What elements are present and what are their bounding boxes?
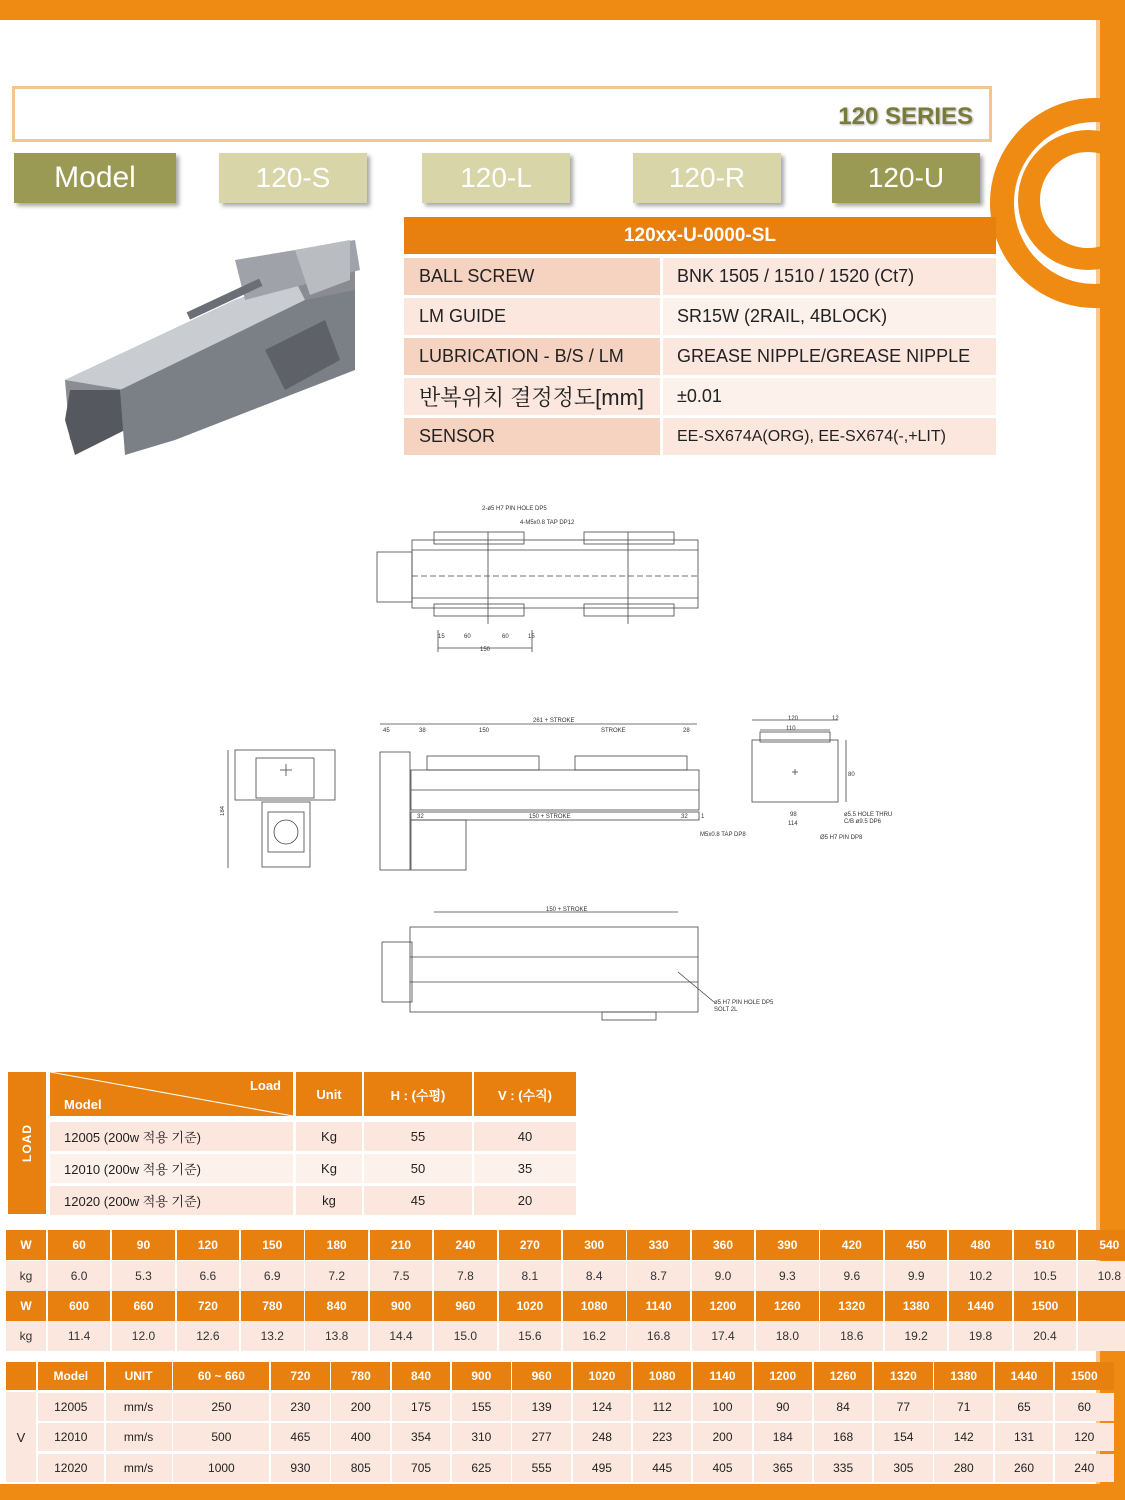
speed-row (6, 1423, 1115, 1451)
speed-cell: 310 (452, 1423, 511, 1451)
drawing-bottom-view (378, 902, 798, 1027)
pin-hole-note: 2-ø5 H7 PIN HOLE DP5 (482, 506, 547, 512)
load-row-unit: Kg (296, 1154, 362, 1183)
tab-model-label: Model (14, 153, 176, 203)
corner-load-label: Load (249, 1078, 281, 1093)
spec-row-ball-screw (404, 258, 996, 295)
speed-cell: 240 (1055, 1454, 1114, 1482)
weight-cell: 1440 (949, 1291, 1012, 1321)
speed-cell: 500 (173, 1423, 269, 1451)
weight-cell: 390 (756, 1230, 819, 1260)
frame-bottom (0, 1484, 1125, 1500)
speed-cell: 112 (633, 1393, 692, 1421)
speed-cell: 1020 (573, 1362, 632, 1390)
weight-cell: 1200 (692, 1291, 755, 1321)
speed-cell: 200 (693, 1423, 752, 1451)
speed-cell: 139 (512, 1393, 571, 1421)
weight-cell: 6.9 (241, 1261, 304, 1291)
speed-row-spacer (6, 1362, 36, 1390)
weight-cell: 12.0 (112, 1321, 175, 1351)
spec-table-header: 120xx-U-0000-SL (404, 217, 996, 254)
svg-text:150: 150 (479, 728, 490, 734)
load-row-h: 45 (364, 1186, 472, 1215)
weight-cell: 19.8 (949, 1321, 1012, 1351)
drawing-end-view (740, 712, 905, 847)
weight-cell: 16.8 (627, 1321, 690, 1351)
svg-text:15: 15 (528, 634, 535, 640)
speed-cell: 120 (1055, 1423, 1114, 1451)
spec-value: GREASE NIPPLE/GREASE NIPPLE (663, 338, 996, 375)
tap-note: 4-M5x0.8 TAP DP12 (520, 520, 575, 526)
speed-cell: 77 (874, 1393, 933, 1421)
speed-cell: 625 (452, 1454, 511, 1482)
speed-cell: 60 (1055, 1393, 1114, 1421)
speed-cell: 495 (573, 1454, 632, 1482)
speed-cell: mm/s (106, 1393, 172, 1421)
speed-cell: 1080 (633, 1362, 692, 1390)
svg-text:38: 38 (419, 728, 426, 734)
svg-text:150 + STROKE: 150 + STROKE (546, 907, 588, 913)
weight-cell: 1500 (1014, 1291, 1077, 1321)
speed-cell: 335 (814, 1454, 873, 1482)
weight-cell: 17.4 (692, 1321, 755, 1351)
speed-cell: 124 (573, 1393, 632, 1421)
speed-cell: 168 (814, 1423, 873, 1451)
product-image (55, 240, 365, 460)
weight-table (6, 1230, 1125, 1351)
weight-cell: 19.2 (885, 1321, 948, 1351)
weight-cell: 18.6 (820, 1321, 883, 1351)
speed-cell: 100 (693, 1393, 752, 1421)
speed-cell: 154 (874, 1423, 933, 1451)
speed-cell: 280 (934, 1454, 993, 1482)
load-header-v: V : (수직) (474, 1072, 576, 1116)
speed-cell: 65 (995, 1393, 1054, 1421)
weight-cell: 600 (48, 1291, 111, 1321)
weight-cell: 6.6 (177, 1261, 240, 1291)
weight-cell: 15.0 (434, 1321, 497, 1351)
speed-cell: 1380 (934, 1362, 993, 1390)
weight-cell: 480 (949, 1230, 1012, 1260)
svg-text:32: 32 (681, 814, 688, 820)
speed-cell: 780 (331, 1362, 390, 1390)
svg-text:114: 114 (788, 821, 798, 827)
speed-cell: 60 ~ 660 (173, 1362, 269, 1390)
spec-key: LM GUIDE (404, 298, 660, 335)
weight-cell: 10.5 (1014, 1261, 1077, 1291)
speed-cell: 12005 (38, 1393, 104, 1421)
tab-120-r[interactable]: 120-R (633, 153, 781, 203)
weight-cell: 9.9 (885, 1261, 948, 1291)
speed-cell: UNIT (106, 1362, 172, 1390)
speed-cell: 354 (392, 1423, 451, 1451)
frame-top (0, 0, 1125, 20)
weight-cell: 60 (48, 1230, 111, 1260)
weight-cell: 10.8 (1078, 1261, 1125, 1291)
load-row-unit: kg (296, 1186, 362, 1215)
speed-cell: 1000 (173, 1454, 269, 1482)
tab-120-l[interactable]: 120-L (422, 153, 570, 203)
series-title: 120 SERIES (838, 103, 973, 130)
weight-cell: 1380 (885, 1291, 948, 1321)
spec-key: LUBRICATION - B/S / LM (404, 338, 660, 375)
weight-cell: 540 (1078, 1230, 1125, 1260)
weight-row-label: W (6, 1291, 46, 1321)
weight-cell: 13.8 (305, 1321, 368, 1351)
speed-cell: mm/s (106, 1454, 172, 1482)
weight-cell: 7.8 (434, 1261, 497, 1291)
speed-cell: 400 (331, 1423, 390, 1451)
speed-cell: 1260 (814, 1362, 873, 1390)
weight-cell: 1260 (756, 1291, 819, 1321)
speed-cell: 223 (633, 1423, 692, 1451)
weight-cell: 720 (177, 1291, 240, 1321)
weight-cell: 420 (820, 1230, 883, 1260)
weight-cell: 510 (1014, 1230, 1077, 1260)
speed-cell: 305 (874, 1454, 933, 1482)
speed-cell: 230 (271, 1393, 330, 1421)
weight-cell: 270 (499, 1230, 562, 1260)
weight-cell (1078, 1291, 1125, 1321)
speed-cell: 930 (271, 1454, 330, 1482)
svg-text:32: 32 (417, 814, 424, 820)
weight-cell: 330 (627, 1230, 690, 1260)
speed-cell: 277 (512, 1423, 571, 1451)
svg-text:1: 1 (701, 814, 705, 820)
speed-cell: 900 (452, 1362, 511, 1390)
speed-cell: 260 (995, 1454, 1054, 1482)
spec-row-lm-guide (404, 298, 996, 335)
spec-row-lubrication (404, 338, 996, 375)
speed-cell: Model (38, 1362, 104, 1390)
speed-cell: 12020 (38, 1454, 104, 1482)
speed-cell: 175 (392, 1393, 451, 1421)
series-banner (12, 86, 992, 142)
corner-model-label: Model (64, 1097, 102, 1112)
load-table-corner (50, 1072, 293, 1116)
weight-cell: 360 (692, 1230, 755, 1260)
weight-cell: 180 (305, 1230, 368, 1260)
tab-120-u[interactable]: 120-U (832, 153, 980, 203)
speed-header-row (6, 1362, 1115, 1390)
weight-cell: 8.7 (627, 1261, 690, 1291)
weight-cell: 7.5 (370, 1261, 433, 1291)
weight-cell: 240 (434, 1230, 497, 1260)
speed-cell: 445 (633, 1454, 692, 1482)
svg-text:28: 28 (683, 728, 690, 734)
spec-key: BALL SCREW (404, 258, 660, 295)
weight-cell (1078, 1321, 1125, 1351)
weight-row-w (6, 1291, 1125, 1321)
weight-cell: 840 (305, 1291, 368, 1321)
weight-cell: 20.4 (1014, 1321, 1077, 1351)
weight-row-kg (6, 1261, 1125, 1291)
svg-text:C/B ø9.5 DP6: C/B ø9.5 DP6 (844, 819, 882, 825)
speed-row (6, 1393, 1115, 1421)
speed-cell: 250 (173, 1393, 269, 1421)
load-header-h: H : (수평) (364, 1072, 472, 1116)
speed-cell: mm/s (106, 1423, 172, 1451)
weight-cell: 210 (370, 1230, 433, 1260)
weight-cell: 960 (434, 1291, 497, 1321)
weight-cell: 8.1 (499, 1261, 562, 1291)
weight-cell: 1320 (820, 1291, 883, 1321)
speed-cell: 365 (754, 1454, 813, 1482)
weight-cell: 15.6 (499, 1321, 562, 1351)
load-row-v: 20 (474, 1186, 576, 1215)
speed-cell: 960 (512, 1362, 571, 1390)
speed-cell: 184 (754, 1423, 813, 1451)
weight-cell: 150 (241, 1230, 304, 1260)
weight-cell: 1080 (563, 1291, 626, 1321)
weight-cell: 10.2 (949, 1261, 1012, 1291)
speed-cell: 465 (271, 1423, 330, 1451)
weight-cell: 14.4 (370, 1321, 433, 1351)
weight-cell: 6.0 (48, 1261, 111, 1291)
svg-text:150 + STROKE: 150 + STROKE (529, 814, 571, 820)
load-row-h: 50 (364, 1154, 472, 1183)
load-row-unit: Kg (296, 1122, 362, 1151)
svg-text:15: 15 (438, 634, 445, 640)
side-tap-note: M5x0.8 TAP DP8 (700, 832, 746, 838)
load-row-model: 12020 (200w 적용 기준) (50, 1186, 293, 1215)
spec-key: SENSOR (404, 418, 660, 455)
svg-text:120: 120 (788, 716, 799, 722)
svg-text:Ø5 H7 PIN DP8: Ø5 H7 PIN DP8 (820, 835, 863, 841)
svg-text:ø5 H7 PIN HOLE DP5: ø5 H7 PIN HOLE DP5 (714, 1000, 774, 1006)
weight-row-kg (6, 1321, 1125, 1351)
speed-cell: 12010 (38, 1423, 104, 1451)
weight-cell: 90 (112, 1230, 175, 1260)
tab-120-s[interactable]: 120-S (219, 153, 367, 203)
weight-cell: 1140 (627, 1291, 690, 1321)
load-row-v: 40 (474, 1122, 576, 1151)
speed-cell: 155 (452, 1393, 511, 1421)
speed-cell: 720 (271, 1362, 330, 1390)
speed-cell: 248 (573, 1423, 632, 1451)
svg-text:45: 45 (383, 728, 390, 734)
load-side-label: LOAD (8, 1072, 46, 1214)
spec-row-repeatability (404, 378, 996, 415)
weight-cell: 120 (177, 1230, 240, 1260)
drawing-side-view (375, 712, 715, 877)
svg-text:184: 184 (220, 805, 226, 816)
weight-cell: 18.0 (756, 1321, 819, 1351)
load-row-h: 55 (364, 1122, 472, 1151)
speed-cell: 805 (331, 1454, 390, 1482)
weight-cell: 450 (885, 1230, 948, 1260)
weight-cell: 11.4 (48, 1321, 111, 1351)
svg-text:80: 80 (848, 772, 855, 778)
weight-cell: 8.4 (563, 1261, 626, 1291)
spec-row-sensor (404, 418, 996, 455)
weight-cell: 9.6 (820, 1261, 883, 1291)
svg-text:12: 12 (832, 716, 839, 722)
speed-cell: 1500 (1055, 1362, 1114, 1390)
svg-text:60: 60 (502, 634, 509, 640)
weight-cell: 1020 (499, 1291, 562, 1321)
drawing-front-view (220, 740, 340, 875)
speed-cell: 1200 (754, 1362, 813, 1390)
weight-cell: 9.3 (756, 1261, 819, 1291)
weight-cell: 780 (241, 1291, 304, 1321)
svg-text:110: 110 (786, 726, 796, 732)
weight-cell: 9.0 (692, 1261, 755, 1291)
speed-cell: 142 (934, 1423, 993, 1451)
load-row-model: 12005 (200w 적용 기준) (50, 1122, 293, 1151)
weight-row-label: kg (6, 1321, 46, 1351)
speed-table (6, 1362, 1115, 1484)
weight-row-w (6, 1230, 1125, 1260)
speed-cell: 555 (512, 1454, 571, 1482)
svg-text:ø5.5 HOLE THRU: ø5.5 HOLE THRU (844, 812, 893, 818)
speed-cell: 1320 (874, 1362, 933, 1390)
speed-cell: 90 (754, 1393, 813, 1421)
weight-cell: 5.3 (112, 1261, 175, 1291)
weight-cell: 660 (112, 1291, 175, 1321)
spec-value: SR15W (2RAIL, 4BLOCK) (663, 298, 996, 335)
load-header-unit: Unit (296, 1072, 362, 1116)
weight-row-label: W (6, 1230, 46, 1260)
spec-value: EE-SX674A(ORG), EE-SX674(-,+LIT) (663, 418, 996, 455)
speed-cell: 705 (392, 1454, 451, 1482)
speed-row (6, 1454, 1115, 1482)
load-row-v: 35 (474, 1154, 576, 1183)
speed-v-label: V (6, 1392, 36, 1482)
svg-text:SOLT 2L: SOLT 2L (714, 1007, 738, 1013)
speed-cell: 131 (995, 1423, 1054, 1451)
svg-text:98: 98 (790, 812, 797, 818)
svg-text:STROKE: STROKE (601, 728, 626, 734)
speed-cell: 1440 (995, 1362, 1054, 1390)
weight-cell: 16.2 (563, 1321, 626, 1351)
load-row-model: 12010 (200w 적용 기준) (50, 1154, 293, 1183)
spec-value: BNK 1505 / 1510 / 1520 (Ct7) (663, 258, 996, 295)
speed-cell: 200 (331, 1393, 390, 1421)
speed-cell: 84 (814, 1393, 873, 1421)
weight-cell: 900 (370, 1291, 433, 1321)
weight-cell: 300 (563, 1230, 626, 1260)
drawing-top-view (372, 502, 712, 662)
spec-value: ±0.01 (663, 378, 996, 415)
weight-cell: 12.6 (177, 1321, 240, 1351)
speed-cell: 71 (934, 1393, 993, 1421)
svg-text:261 + STROKE: 261 + STROKE (533, 718, 575, 724)
weight-cell: 7.2 (305, 1261, 368, 1291)
speed-cell: 840 (392, 1362, 451, 1390)
spec-key: 반복위치 결정정도[mm] (404, 378, 660, 415)
svg-text:60: 60 (464, 634, 471, 640)
weight-cell: 13.2 (241, 1321, 304, 1351)
speed-cell: 405 (693, 1454, 752, 1482)
speed-cell: 1140 (693, 1362, 752, 1390)
weight-row-label: kg (6, 1261, 46, 1291)
svg-text:150: 150 (480, 647, 491, 653)
